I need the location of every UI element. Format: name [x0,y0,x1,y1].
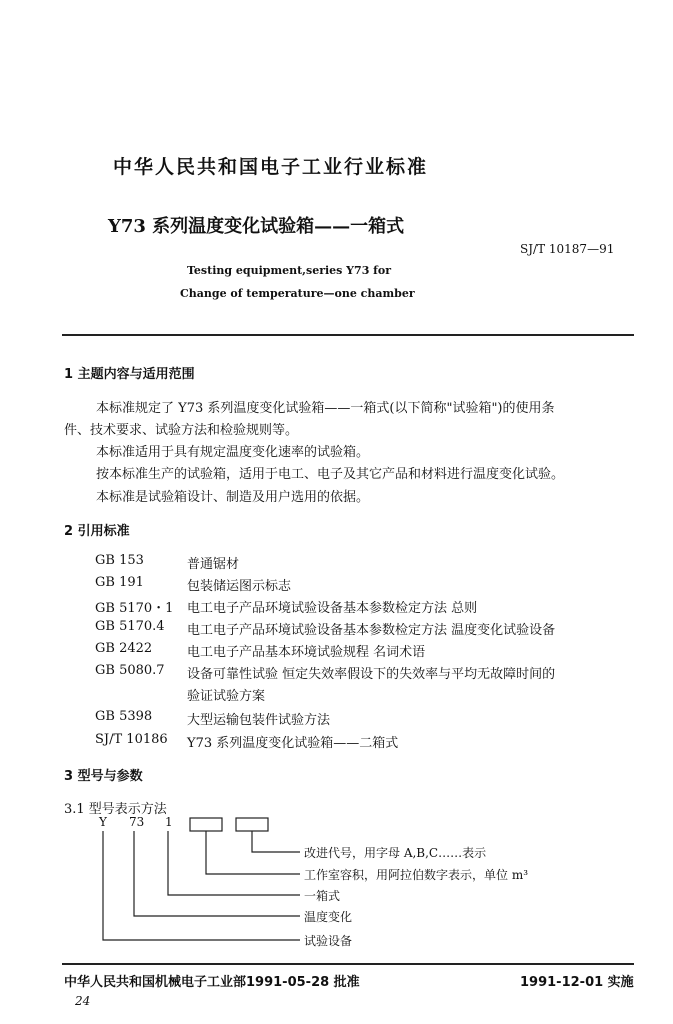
english-title-line1: Testing equipment,series Y73 for [187,264,392,277]
section2-heading: 2 引用标准 [64,524,130,539]
section1-paragraph1-line2: 件、技术要求、试验方法和检验规则等。 [64,423,299,438]
reference-name: 电工电子产品基本环境试验规程 名词术语 [187,645,426,660]
reference-name: 大型运输包装件试验方法 [187,713,331,728]
reference-name: 验证试验方案 [187,689,266,704]
improvement-code-leader [252,831,300,852]
approval-line: 中华人民共和国机械电子工业部1991-05-28 批准 [64,975,360,990]
section1-paragraph1-line1: 本标准规定了 Y73 系列温度变化试验箱——一箱式(以下简称"试验箱")的使用条 [96,401,555,416]
reference-name: 电工电子产品环境试验设备基本参数检定方法 总则 [187,601,478,616]
reference-code: GB 5398 [95,709,153,724]
volume-box [190,818,222,831]
improvement-code-label: 改进代号，用字母 A,B,C……表示 [304,846,487,860]
temperature-change-label: 温度变化 [304,910,353,924]
volume-label: 工作室容积，用阿拉伯数字表示，单位 m³ [304,868,529,882]
reference-name: Y73 系列温度变化试验箱——二箱式 [187,736,399,751]
reference-code: GB 2422 [95,641,153,656]
reference-code: GB 5080.7 [95,663,165,678]
standard-number: SJ/T 10187—91 [520,242,615,256]
reference-name: 包装储运图示标志 [187,579,292,594]
reference-code: GB 153 [95,553,144,568]
section1-paragraph4: 本标准是试验箱设计、制造及用户选用的依据。 [96,490,370,505]
footer-divider [62,963,634,965]
reference-code: SJ/T 10186 [95,732,168,747]
implementation-date: 1991-12-01 实施 [520,975,634,990]
reference-code: GB 5170・1 [95,601,174,616]
page-number: 24 [75,994,91,1008]
section1-paragraph3: 按本标准生产的试验箱，适用于电工、电子及其它产品和材料进行温度变化试验。 [96,467,565,482]
reference-name: 普通锯材 [187,557,240,572]
one-chamber-label: 一箱式 [304,889,341,903]
section3-1-heading: 3.1 型号表示方法 [64,802,167,817]
document-title: Y73 系列温度变化试验箱——一箱式 [108,216,405,237]
code-digit-1: 1 [165,815,173,829]
test-equipment-label: 试验设备 [304,934,353,948]
improvement-code-box [236,818,268,831]
reference-code: GB 5170.4 [95,619,165,634]
test-equipment-leader [103,831,300,940]
section3-heading: 3 型号与参数 [64,769,143,784]
reference-name: 设备可靠性试验 恒定失效率假设下的失效率与平均无故障时间的 [187,667,556,682]
code-digits-73: 73 [129,815,145,829]
section1-paragraph2: 本标准适用于具有规定温度变化速率的试验箱。 [96,445,370,460]
section1-heading: 1 主题内容与适用范围 [64,367,195,382]
reference-code: GB 191 [95,575,144,590]
code-letter-y: Y [99,815,107,829]
english-title-line2: Change of temperature—one chamber [180,287,415,300]
industry-standard-heading: 中华人民共和国电子工业行业标准 [113,156,429,178]
one-chamber-leader [168,831,300,895]
reference-name: 电工电子产品环境试验设备基本参数检定方法 温度变化试验设备 [187,623,556,638]
